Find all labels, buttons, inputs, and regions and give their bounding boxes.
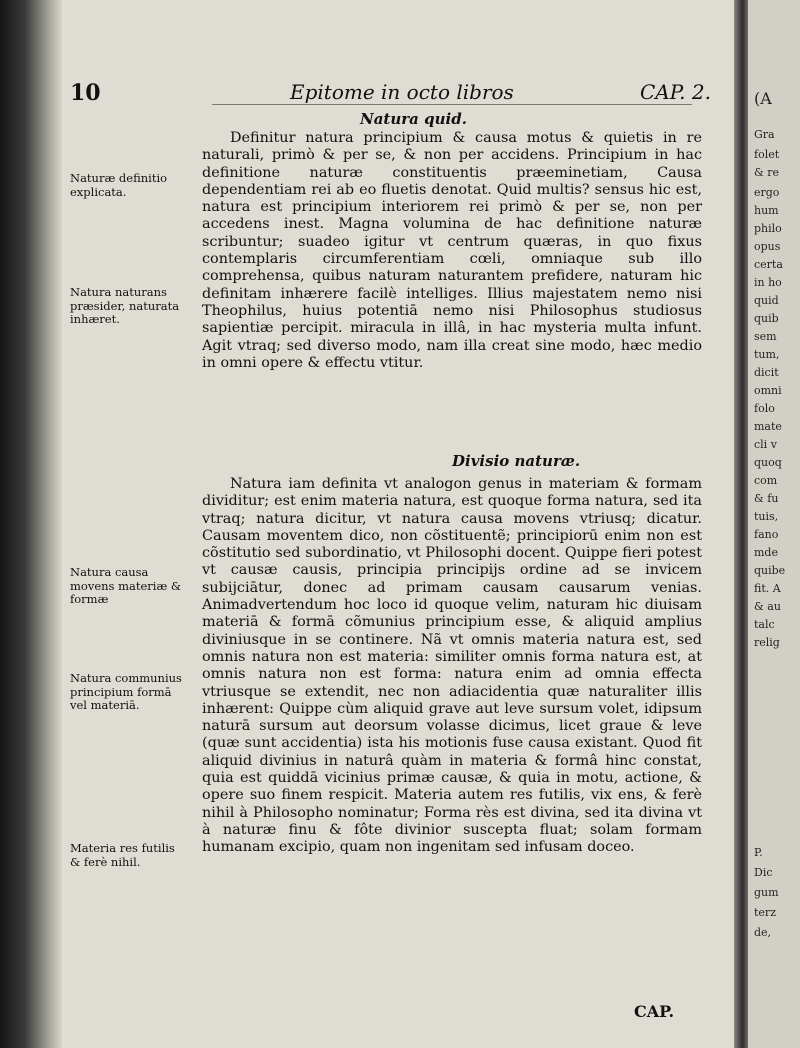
next-page-fragment: sem bbox=[754, 330, 777, 343]
section-body-1 bbox=[202, 130, 702, 372]
next-page-fragment: cli v bbox=[754, 438, 777, 451]
paragraph-definition: Definitur natura principium & causa motus & quietis in re naturali, primò & per se, & non per accidens. Principium in hac definitione naturæ constituentis præeminetiam, Causa dependentiam rei ab eo fluetis denotat. Quid multis? sensus hic est, natura est principium interiorem rei primò & per se, non per accedens inest. Magna volumina de hac definitione naturæ scribuntur; suadeo igitur vt centrum quæras, in quo fixus contemplaris circumferentiam cœli, omniaque sub illo comprehensa, quibus naturam naturantem prefidere, naturam hic definitam inhærere facilè intelliges. Illius majestatem nemo nisi Theophilus, huius potentiā nemo nisi Philosophus studiosus sapientiæ percipit. miracula in illâ, in hac mysteria multa infunt. Agit vtraq; sed diverso modo, nam illa creat sine modo, hæc medio in omni opere & effectu vtitur. bbox=[202, 130, 702, 371]
next-page-fragment: in ho bbox=[754, 276, 782, 289]
catchword: CAP. bbox=[634, 1002, 675, 1021]
next-page-fragment: Dic bbox=[754, 866, 773, 879]
next-page-fragment: Gra bbox=[754, 128, 775, 141]
chapter-heading: CAP. 2. bbox=[640, 80, 711, 104]
next-page-fragment: fano bbox=[754, 528, 779, 541]
margin-note: Natura naturans præsider, naturata inhæret. bbox=[70, 285, 180, 326]
next-page-fragment: quid bbox=[754, 294, 779, 307]
book-page bbox=[62, 0, 734, 1048]
next-page-fragment: terz bbox=[754, 906, 776, 919]
next-page-fragment: (A bbox=[754, 89, 772, 108]
margin-note: Naturæ definitio explicata. bbox=[70, 171, 168, 199]
next-page-fragment: mate bbox=[754, 420, 782, 433]
next-page-fragment: hum bbox=[754, 204, 779, 217]
next-page-fragment: quib bbox=[754, 312, 779, 325]
next-page-fragment: tum, bbox=[754, 348, 780, 361]
next-page-fragment: mde bbox=[754, 546, 778, 559]
next-page-fragment: gum bbox=[754, 886, 779, 899]
next-page-fragment: & fu bbox=[754, 492, 779, 505]
next-page-fragment: talc bbox=[754, 618, 775, 631]
margin-note: Natura causa movens materiæ & formæ bbox=[70, 565, 182, 606]
next-page-fragment: de, bbox=[754, 926, 772, 939]
binding-gutter bbox=[0, 0, 62, 1048]
next-page-fragment: tuis, bbox=[754, 510, 779, 523]
next-page-fragment: omni bbox=[754, 384, 782, 397]
next-page-fragment: folet bbox=[754, 148, 780, 161]
next-page-fragment: dicit bbox=[754, 366, 779, 379]
margin-note: Natura communius principium formā vel materiā. bbox=[70, 671, 182, 712]
paragraph-division: Natura iam definita vt analogon genus in materiam & formam dividitur; est enim materia natura, est quoque forma natura, sed ita vtraq; natura dicitur, vt natura causa movens vtriusq; dicatur. Causam moventem dico, non cõstituentẽ; principiorū enim non est cõstitutio sed subordinatio, vt Philosophi docent. Quippe fieri potest vt causæ causis, principia principijs ordine ad se invicem subijciātur, donec ad primam causam causarum venias. Animadvertendum hoc loco id quoque velim, naturam hic diuisam materiā & formā cõmunius principium esse, & aliquid amplius diviniusque in se continere. Nã vt omnis materia natura est, sed omnis natura non est materia: similiter omnis forma natura est, at omnis natura non est forma: natura enim ad omnia effecta vtriusque se extendit, nec non adiacidentia quæ naturaliter illis inhærent: Quippe cùm aliquid grave aut leve sursum volet, idipsum naturā sursum aut deorsum volasse dicimus, licet graue & leve (quæ sunt accidentia) ista his motionis fuse causa existant. Quod fit aliquid divinius in naturâ quàm in materia & formâ hinc constat, quia est quiddā vicinius primæ causæ, & quia in motu, actione, & opere suo finem respicit. Materia autem res futilis, vix ens, & ferè nihil à Philosopho nominatur; Forma rès est divina, sed ita divina vt à naturæ finu & fôte divinior suscepta fluat; solam formam humanam excipio, quam non ingenitam sed infusam doceo. bbox=[202, 476, 702, 856]
next-page-fragment: com bbox=[754, 474, 778, 487]
header-rule bbox=[212, 104, 692, 105]
next-page-fragment: ergo bbox=[754, 186, 780, 199]
next-page-fragment: certa bbox=[754, 258, 783, 271]
page-edge bbox=[734, 0, 748, 1048]
running-title: Epitome in octo libros bbox=[290, 80, 514, 104]
margin-note: Materia res futilis & ferè nihil. bbox=[70, 841, 175, 869]
section-title-divisio: Divisio naturæ. bbox=[452, 452, 581, 470]
next-page-fragment: & au bbox=[754, 600, 781, 613]
next-page-fragment: relig bbox=[754, 636, 780, 649]
next-page-fragment: folo bbox=[754, 402, 775, 415]
next-page-fragment: quoq bbox=[754, 456, 782, 469]
next-page-fragment: quibe bbox=[754, 564, 786, 577]
next-page-fragment: philo bbox=[754, 222, 782, 235]
section-body-2 bbox=[202, 476, 702, 857]
next-page-fragment: opus bbox=[754, 240, 781, 253]
next-page-fragment: P. bbox=[754, 846, 763, 859]
next-page-edge bbox=[748, 0, 800, 1048]
next-page-fragment: fit. A bbox=[754, 582, 781, 595]
next-page-fragment: & re bbox=[754, 166, 780, 179]
page-number: 10 bbox=[70, 80, 101, 106]
section-title-natura-quid: Natura quid. bbox=[360, 110, 467, 128]
